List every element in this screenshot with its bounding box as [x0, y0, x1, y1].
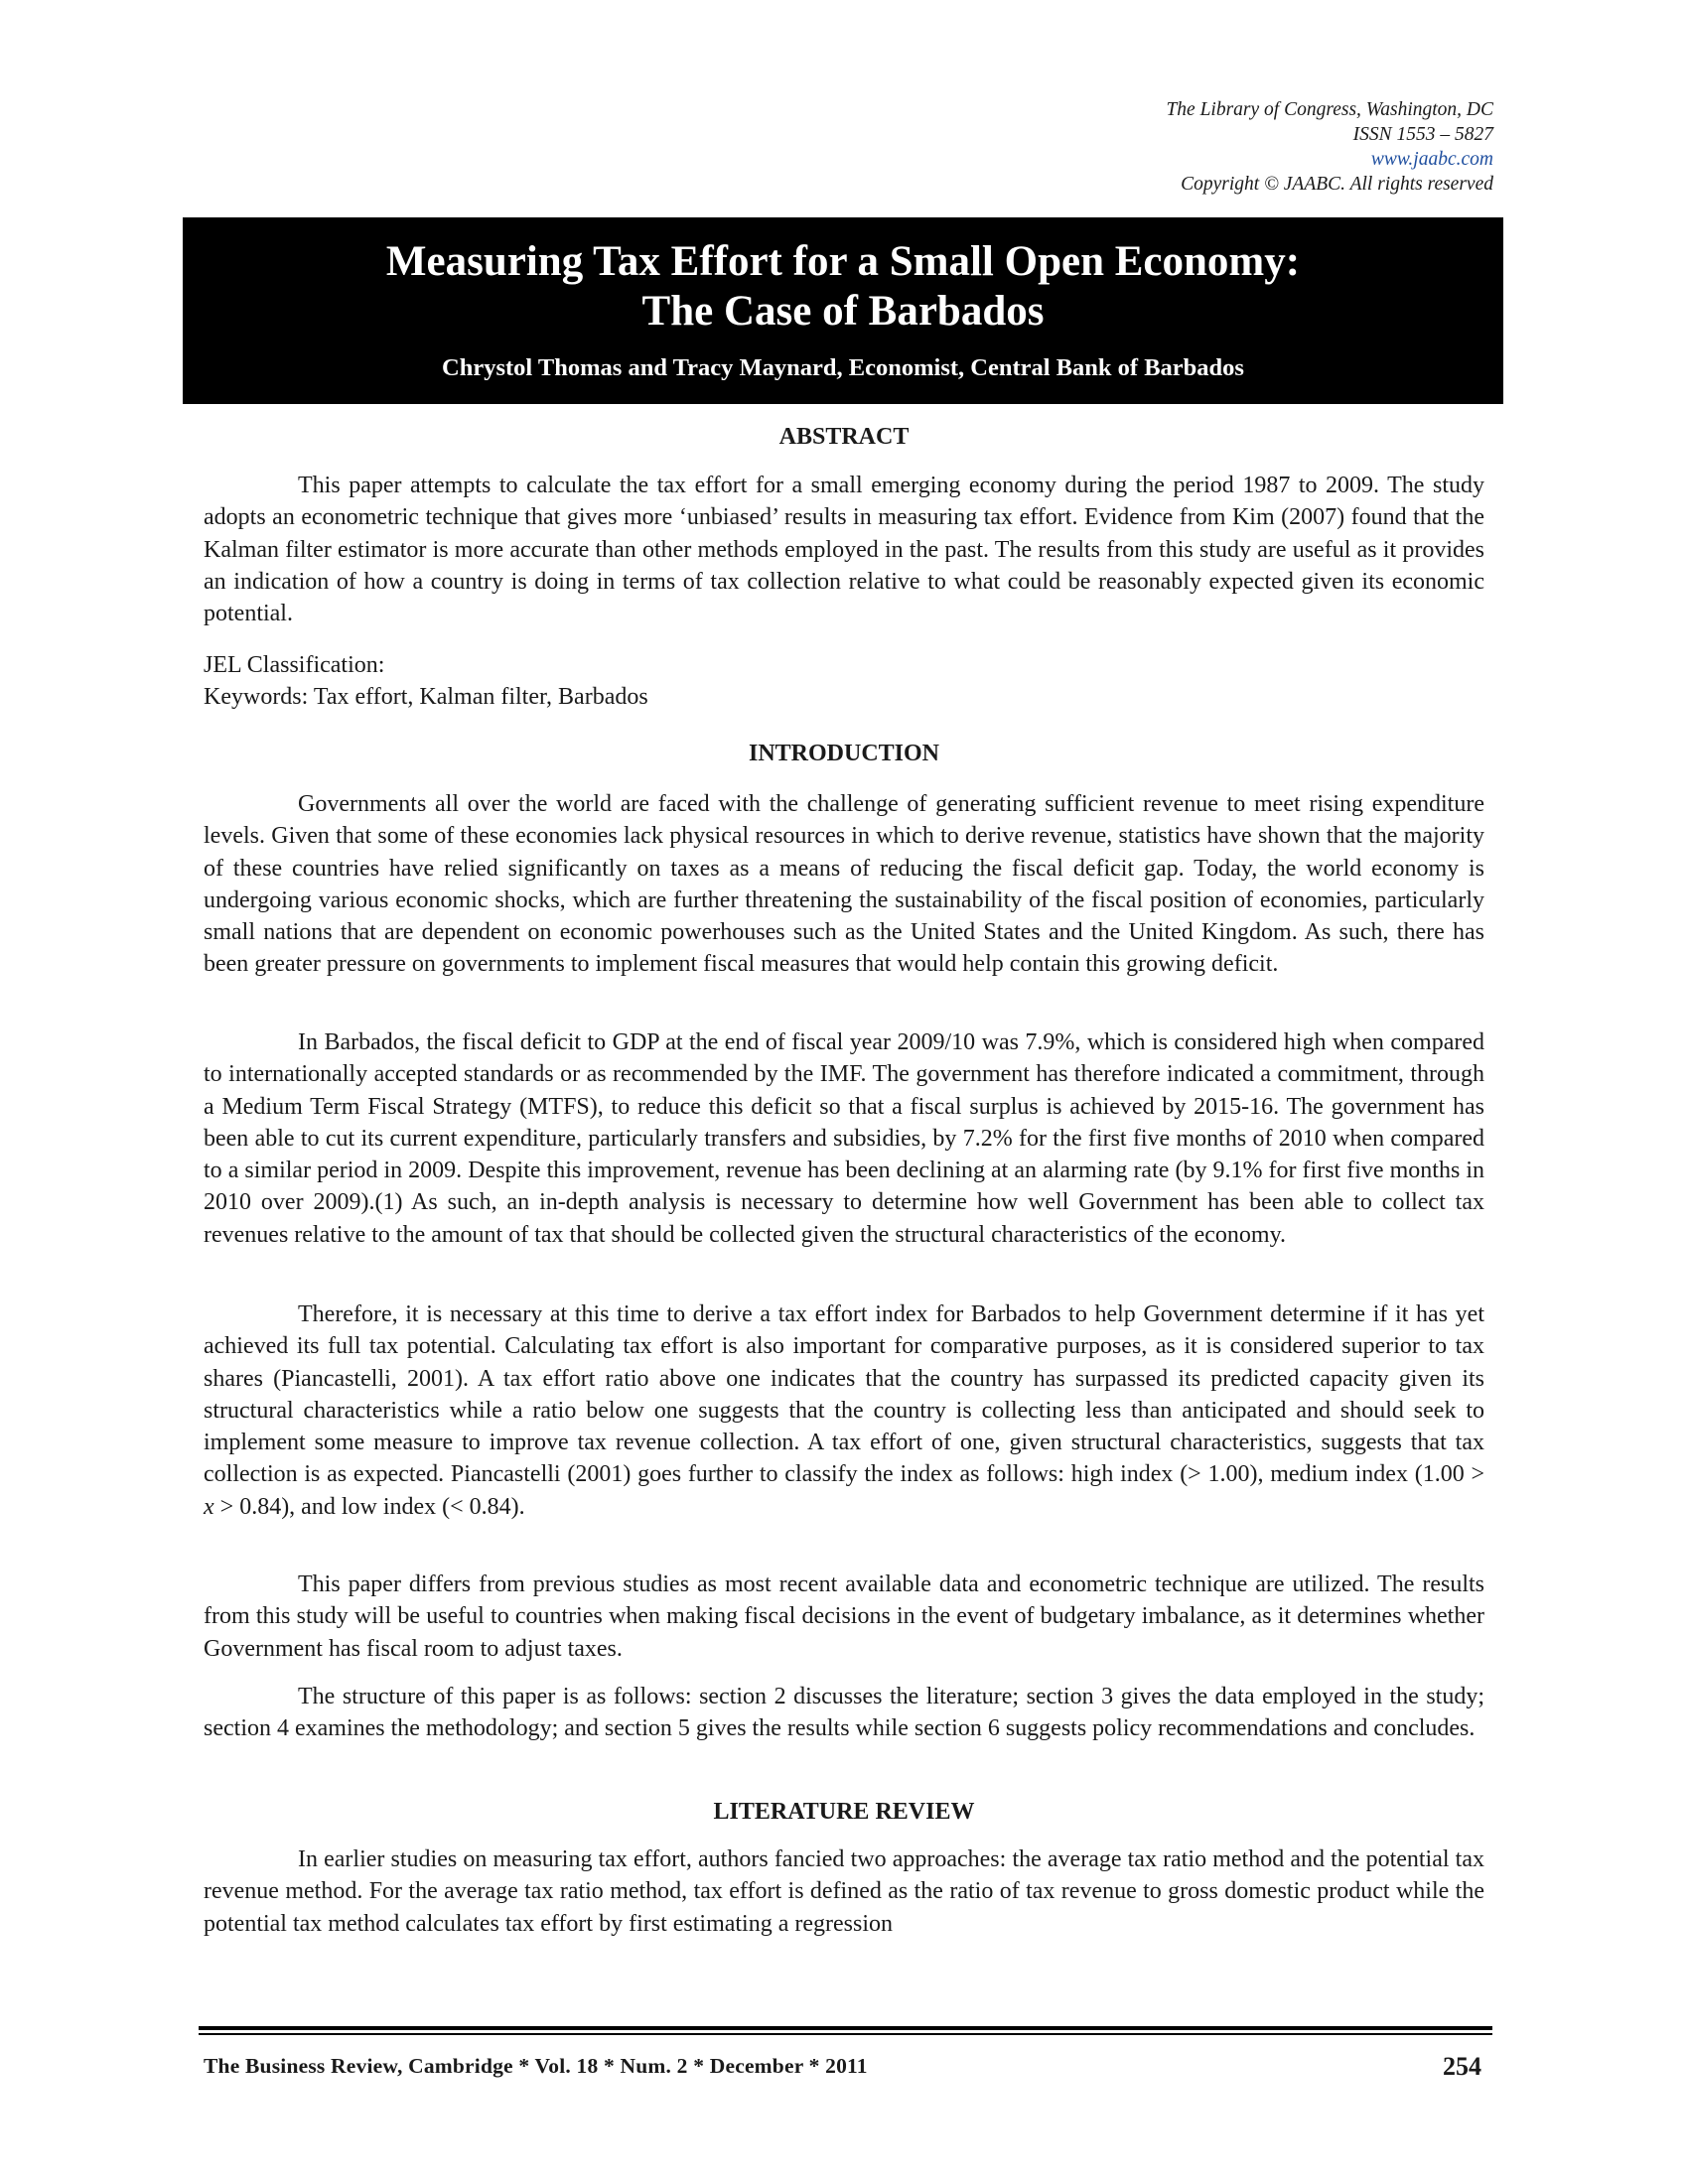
intro-paragraph-2: In Barbados, the fiscal deficit to GDP at the end of fiscal year 2009/10 was 7.9%, which is considered high when compared to internationally accepted standards or as recommended by the IMF. The government has therefore indicated a commitment, through a Medium Term Fiscal Strategy (MTFS), to reduce this deficit so that a fiscal surplus is achieved by 2015-16. The government has been able to cut its current expenditure, particularly transfers and subsidies, by 7.2% for the first five months of 2010 when compared to a similar period in 2009. Despite this improvement, revenue has been declining at an alarming rate (by 9.1% for first five months in 2010 over 2009).(1) As such, an in-depth analysis is necessary to determine how well Government has been able to collect tax revenues relative to the amount of tax that should be collected given the structural characteristics of the economy.	[204, 1029, 1484, 1248]
keywords: Keywords: Tax effort, Kalman filter, Barbados	[204, 684, 648, 710]
abstract-text: This paper attempts to calculate the tax effort for a small emerging economy during the period 1987 to 2009. The study adopts an econometric technique that gives more ‘unbiased’ results in measuring tax effort. Evidence from Kim (2007) found that the Kalman filter estimator is more accurate than other methods employed in the past. The results from this study are useful as it provides an indication of how a country is doing in terms of tax collection relative to what could be reasonably expected given its economic potential.	[204, 473, 1484, 627]
intro-paragraph-3-part-1: Therefore, it is necessary at this time to derive a tax effort index for Barbados to help Government determine if it has yet achieved its full tax potential. Calculating tax effort is also important for comparative purposes, as it is considered superior to tax shares (Piancastelli, 2001). A tax effort ratio above one indicates that the country has surpassed its predicted capacity given its structural characteristics while a ratio below one suggests that the country is collecting less than anticipated and should seek to implement some measure to improve tax revenue collection. A tax effort of one, given structural characteristics, suggests that tax collection is as expected. Piancastelli (2001) goes further to classify the index as follows: high index (> 1.00), medium index (1.00 >	[204, 1301, 1484, 1488]
intro-paragraph-4: This paper differs from previous studies as most recent available data and econometric technique are utilized. The results from this study will be useful to countries when making fiscal decisions in the event of budgetary imbalance, as it determines whether Government has fiscal room to adjust taxes.	[204, 1571, 1484, 1662]
library-line: The Library of Congress, Washington, DC	[1166, 99, 1493, 120]
literature-review-heading: LITERATURE REVIEW	[713, 1799, 975, 1825]
page-number: 254	[1443, 2052, 1481, 2081]
title-banner	[183, 217, 1503, 404]
paper-authors: Chrystol Thomas and Tracy Maynard, Economist, Central Bank of Barbados	[442, 354, 1244, 381]
literature-paragraph-1: In earlier studies on measuring tax effort, authors fancied two approaches: the average tax ratio method and the potential tax revenue method. For the average tax ratio method, tax effort is defined as the ratio of tax revenue to gross domestic product while the potential tax method calculates tax effort by first estimating a regression	[204, 1846, 1484, 1937]
journal-citation: The Business Review, Cambridge * Vol. 18 * Num. 2 * December * 2011	[204, 2054, 868, 2078]
paper-title-line2: The Case of Barbados	[641, 288, 1045, 335]
copyright-line: Copyright © JAABC. All rights reserved	[1181, 174, 1493, 195]
abstract-heading: ABSTRACT	[778, 424, 910, 450]
intro-paragraph-5: The structure of this paper is as follows: section 2 discusses the literature; section 3 gives the data employed in the study; section 4 examines the methodology; and section 5 gives the results while section 6 suggests policy recommendations and concludes.	[204, 1684, 1484, 1742]
website-link[interactable]: www.jaabc.com	[1370, 149, 1493, 170]
variable-x: x	[204, 1493, 214, 1520]
footer-rule-thick	[199, 2026, 1492, 2030]
footer-rule-thin	[199, 2033, 1492, 2035]
jel-classification: JEL Classification:	[204, 652, 385, 678]
publication-info	[898, 97, 1493, 197]
issn-line: ISSN 1553 – 5827	[1352, 124, 1493, 145]
intro-paragraph-1: Governments all over the world are faced with the challenge of generating sufficient revenue to meet rising expenditure levels. Given that some of these economies lack physical resources in which to derive revenue, statistics have shown that the majority of these countries have relied significantly on taxes as a means of reducing the fiscal deficit gap. Today, the world economy is undergoing various economic shocks, which are further threatening the sustainability of the fiscal position of economies, particularly small nations that are dependent on economic powerhouses such as the United States and the United Kingdom. As such, there has been greater pressure on governments to implement fiscal measures that would help contain this growing deficit.	[204, 791, 1484, 978]
introduction-heading: INTRODUCTION	[748, 741, 940, 766]
intro-paragraph-3	[204, 1298, 1484, 1523]
intro-paragraph-3-part-2: > 0.84), and low index (< 0.84).	[213, 1493, 525, 1520]
paper-title-line1: Measuring Tax Effort for a Small Open Economy:	[385, 238, 1301, 285]
